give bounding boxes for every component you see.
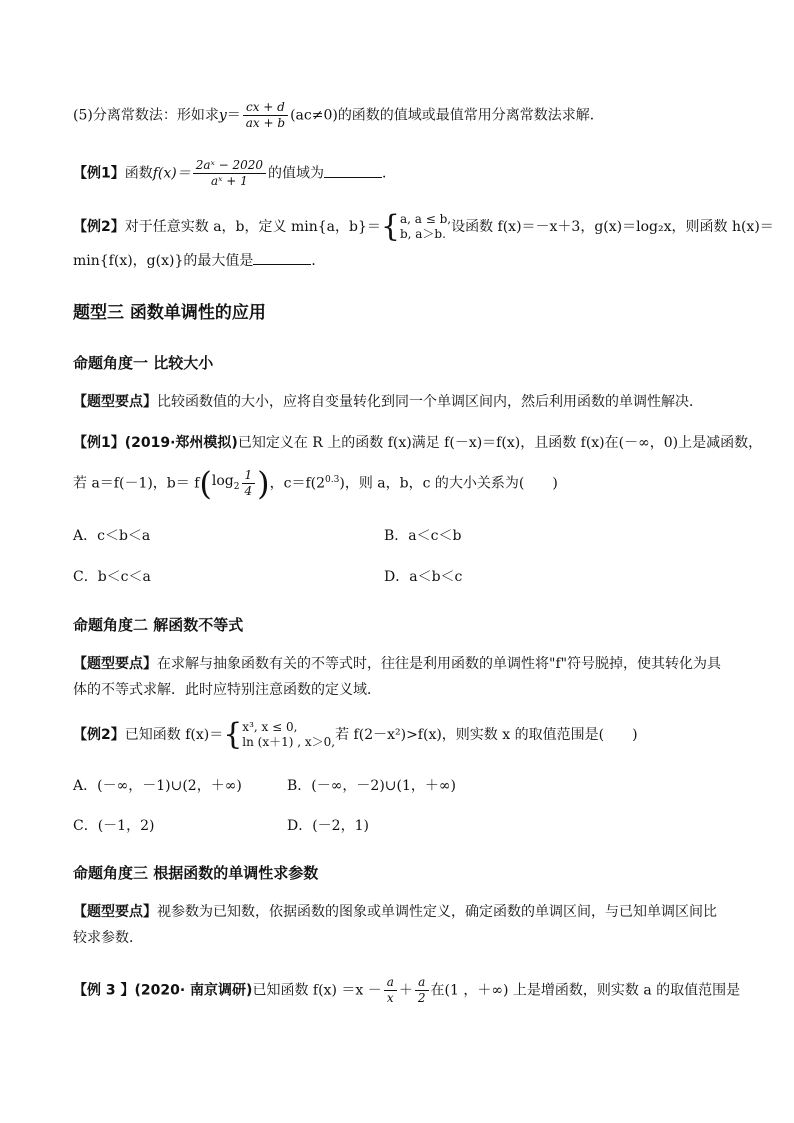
example-2-end: ． bbox=[311, 253, 326, 269]
angle-1-title: 命题角度一 比较大小 bbox=[73, 354, 214, 372]
case-row: x³, x ≤ 0, bbox=[242, 720, 298, 734]
case-row: a, a ≤ b, bbox=[399, 212, 452, 226]
section-title: 题型三 函数单调性的应用 bbox=[73, 303, 266, 323]
example-text-b: ，c＝f(2 bbox=[269, 475, 326, 492]
fraction-a-over-x bbox=[384, 975, 397, 1006]
method-5-eq: ＝ bbox=[226, 107, 241, 124]
case-row: ln (x＋1) , x＞0, bbox=[242, 735, 336, 749]
answer-blank bbox=[253, 250, 311, 265]
example-1-fraction bbox=[193, 158, 266, 189]
left-brace: { bbox=[380, 209, 400, 244]
angle-2-key-point-line-1 bbox=[73, 651, 730, 677]
example-tag: 【例1】 bbox=[73, 435, 125, 451]
method-5-line bbox=[73, 100, 730, 131]
example-1-fraction-num: 2aˣ − 2020 bbox=[193, 158, 266, 174]
key-point-tag: 【题型要点】 bbox=[73, 394, 157, 410]
option-c[interactable]: C．b＜c＜a bbox=[73, 569, 151, 585]
angle-3-key-point-line-1 bbox=[73, 899, 730, 925]
example-source: (2020· 南京调研) bbox=[134, 982, 253, 999]
method-5-fraction-den: ax + b bbox=[245, 116, 286, 130]
example-text-c: )，则 a，b，c 的大小关系为( ) bbox=[339, 475, 558, 492]
case-row: b, a＞b. bbox=[399, 227, 446, 241]
method-5-fraction-num: cx + d bbox=[243, 100, 288, 116]
log-fraction-num: 1 bbox=[242, 468, 256, 484]
log-expression bbox=[212, 463, 240, 505]
example-2-line-2 bbox=[73, 248, 730, 274]
example-2-text-b: 设函数 f(x)＝－x＋3，g(x)＝log₂x，则函数 h(x)＝ bbox=[451, 219, 774, 235]
key-point-text: 在求解与抽象函数有关的不等式时，往往是利用函数的单调性将"f"符号脱掉，使其转化为具 bbox=[157, 656, 722, 672]
angle-2-key-point-line-2: 体的不等式求解．此时应特别注意函数的定义域． bbox=[73, 682, 381, 698]
angle-2-title: 命题角度二 解函数不等式 bbox=[73, 616, 244, 634]
min-definition-cases bbox=[400, 212, 451, 242]
fraction-num: a bbox=[384, 975, 397, 991]
method-5-y: y bbox=[218, 107, 227, 124]
log-fraction-den: 4 bbox=[244, 484, 253, 499]
angle-3-key-point-line-2: 较求参数． bbox=[73, 930, 143, 946]
log-subscript: 2 bbox=[233, 481, 240, 492]
log-base: log bbox=[211, 472, 234, 489]
fraction-a-over-2 bbox=[415, 975, 429, 1006]
example-1-fraction-den: aˣ + 1 bbox=[211, 174, 248, 188]
exponent: 0.3 bbox=[325, 475, 340, 485]
example-text-b: 若 f(2－x²)>f(x)，则实数 x 的取值范围是( ) bbox=[335, 727, 638, 743]
left-paren: ( bbox=[199, 464, 212, 503]
option-a[interactable]: A．c＜b＜a bbox=[73, 528, 151, 544]
example-1-text-b: 的值域为 bbox=[268, 165, 325, 182]
fraction-num: a bbox=[415, 975, 429, 991]
option-b[interactable]: B．a＜c＜b bbox=[384, 528, 462, 544]
option-d[interactable]: D．(－2，1) bbox=[287, 818, 369, 834]
example-1-tag: 【例1】 bbox=[73, 165, 125, 182]
example-text-a: 已知函数 f(x)＝ bbox=[124, 727, 224, 743]
key-point-text: 比较函数值的大小，应将自变量转化到同一个单调区间内，然后利用函数的单调性解决． bbox=[157, 394, 703, 410]
angle-2-example bbox=[73, 717, 730, 752]
example-text-b: 在(1 ，＋∞) 上是增函数，则实数 a 的取值范围是 bbox=[430, 982, 741, 999]
option-b[interactable]: B．(－∞，－2)∪(1，＋∞) bbox=[287, 778, 457, 794]
fraction-den: x bbox=[386, 991, 394, 1005]
example-text: 已知定义在 R 上的函数 f(x)满足 f(－x)＝f(x)，且函数 f(x)在(－∞，0)上是减函数， bbox=[237, 435, 763, 451]
angle-3-example bbox=[73, 975, 741, 1006]
key-point-tag: 【题型要点】 bbox=[73, 904, 157, 920]
example-tag: 【例 3 】 bbox=[73, 982, 135, 999]
key-point-text: 视参数为已知数，依据函数的图象或单调性定义，确定函数的单调区间，与已知单调区间比 bbox=[157, 904, 717, 920]
example-tag: 【例2】 bbox=[73, 727, 125, 743]
example-1-text-a: 函数 bbox=[124, 165, 153, 182]
example-2-line-2-text: min{f(x)，g(x)}的最大值是 bbox=[73, 253, 254, 269]
angle-1-example-line-1 bbox=[73, 430, 763, 456]
example-1-fx: f(x)＝ bbox=[152, 165, 191, 182]
example-source: (2019·郑州模拟) bbox=[124, 435, 238, 451]
option-a[interactable]: A．(－∞，－1)∪(2，＋∞) bbox=[73, 778, 242, 794]
example-text-a: 若 a＝f(－1)，b＝ f bbox=[73, 475, 200, 492]
example-2-line-1 bbox=[73, 209, 774, 244]
plus-sign: ＋ bbox=[398, 982, 413, 999]
piecewise-cases bbox=[242, 720, 335, 750]
angle-1-example-line-2 bbox=[73, 462, 730, 505]
method-5-fraction bbox=[243, 100, 288, 131]
example-text-a: 已知函数 f(x) ＝x － bbox=[252, 982, 382, 999]
left-brace: { bbox=[223, 717, 243, 752]
example-1-end: ． bbox=[382, 165, 397, 182]
example-2-tag: 【例2】 bbox=[73, 219, 125, 235]
answer-blank bbox=[324, 163, 382, 178]
right-paren: ) bbox=[257, 464, 270, 503]
example-2-text-a: 对于任意实数 a，b，定义 min{a，b}＝ bbox=[124, 219, 381, 235]
option-d[interactable]: D．a＜b＜c bbox=[384, 569, 463, 585]
angle-1-key-point bbox=[73, 389, 730, 415]
log-fraction bbox=[242, 468, 256, 499]
example-1 bbox=[73, 158, 730, 189]
option-c[interactable]: C．(－1，2) bbox=[73, 818, 155, 834]
method-5-prefix: (5)分离常数法：形如求 bbox=[73, 107, 219, 124]
angle-3-title: 命题角度三 根据函数的单调性求参数 bbox=[73, 864, 319, 882]
key-point-tag: 【题型要点】 bbox=[73, 656, 157, 672]
method-5-suffix: 的函数的值域或最值常用分离常数法求解． bbox=[337, 107, 604, 124]
fraction-den: 2 bbox=[417, 991, 426, 1005]
method-5-condition: (ac≠0) bbox=[290, 107, 338, 124]
